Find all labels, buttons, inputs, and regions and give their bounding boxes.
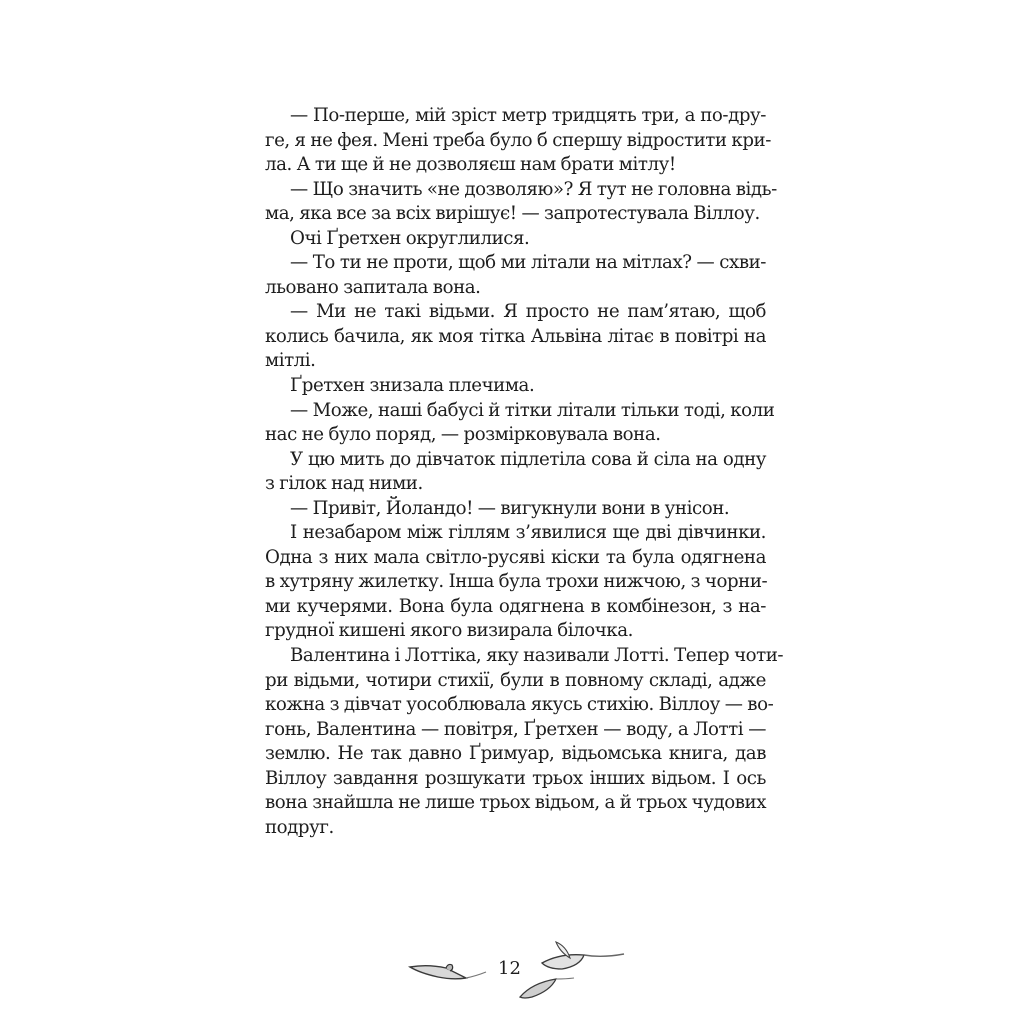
text-line: з гілок над ними. xyxy=(265,473,423,495)
text-line: в хутряну жилетку. Інша була трохи нижчою, з чорни- xyxy=(265,571,768,593)
text-line: гонь, Валентина — повітря, Ґретхен — воду, а Лотті — xyxy=(265,718,766,740)
text-line: ми кучерями. Вона була одягнена в комбінезон, з на- xyxy=(265,595,766,617)
text-line: — По-перше, мій зріст метр тридцять три, а по-дру- xyxy=(290,105,766,126)
text-line: кожна з дівчат уособлювала якусь стихію. Віллоу — во- xyxy=(265,694,774,716)
text-line: землю. Не так давно Ґримуар, відьомська книга, дав xyxy=(265,743,766,765)
page-number: 12 xyxy=(498,958,521,979)
text-line: нас не було поряд, — розмірковувала вона. xyxy=(265,424,661,446)
leaf-left-icon xyxy=(408,960,490,986)
text-line: — То ти не проти, щоб ми літали на мітлах? — схви- xyxy=(290,252,766,274)
text-line: І незабаром між гіллям з’явилися ще дві дівчинки. xyxy=(290,522,766,544)
text-line: Валентина і Лоттіка, яку називали Лотті. Тепер чоти- xyxy=(290,645,784,667)
text-line: ла. А ти ще й не дозволяєш нам брати мітлу! xyxy=(265,154,676,176)
text-line: грудної кишені якого визирала білочка. xyxy=(265,620,633,642)
text-line: Очі Ґретхен округлилися. xyxy=(290,227,530,249)
text-line: Віллоу завдання розшукати трьох інших відьом. І ось xyxy=(265,767,766,789)
text-line: — Може, наші бабусі й тітки літали тільки тоді, коли xyxy=(290,399,775,421)
text-line: У цю мить до дівчаток підлетіла сова й сіла на одну xyxy=(290,448,766,470)
text-line: — Привіт, Йоландо! — вигукнули вони в унісон. xyxy=(290,497,730,519)
text-line: ге, я не фея. Мені треба було б спершу відростити кри- xyxy=(265,129,771,151)
text-line: мітлі. xyxy=(265,350,316,372)
text-line: ма, яка все за всіх вирішує! — запротестувала Віллоу. xyxy=(265,203,760,225)
body-text xyxy=(265,104,784,840)
text-line: ри відьми, чотири стихії, були в повному складі, адже xyxy=(265,669,766,691)
text-line: льовано запитала вона. xyxy=(265,276,481,298)
text-line: — Що значить «не дозволяю»? Я тут не головна відь- xyxy=(290,178,777,200)
text-line: вона знайшла не лише трьох відьом, а й трьох чудових xyxy=(265,792,766,814)
text-line: Одна з них мала світло-русяві кіски та була одягнена xyxy=(265,546,766,568)
leaf-right-top-icon xyxy=(540,938,626,976)
text-line: подруг. xyxy=(265,816,334,838)
text-line: — Ми не такі відьми. Я просто не пам’ятаю, щоб xyxy=(290,301,766,323)
text-line: Ґретхен знизала плечима. xyxy=(290,375,535,397)
text-line: колись бачила, як моя тітка Альвіна літає в повітрі на xyxy=(265,325,766,347)
leaf-right-bottom-icon xyxy=(518,975,578,1001)
